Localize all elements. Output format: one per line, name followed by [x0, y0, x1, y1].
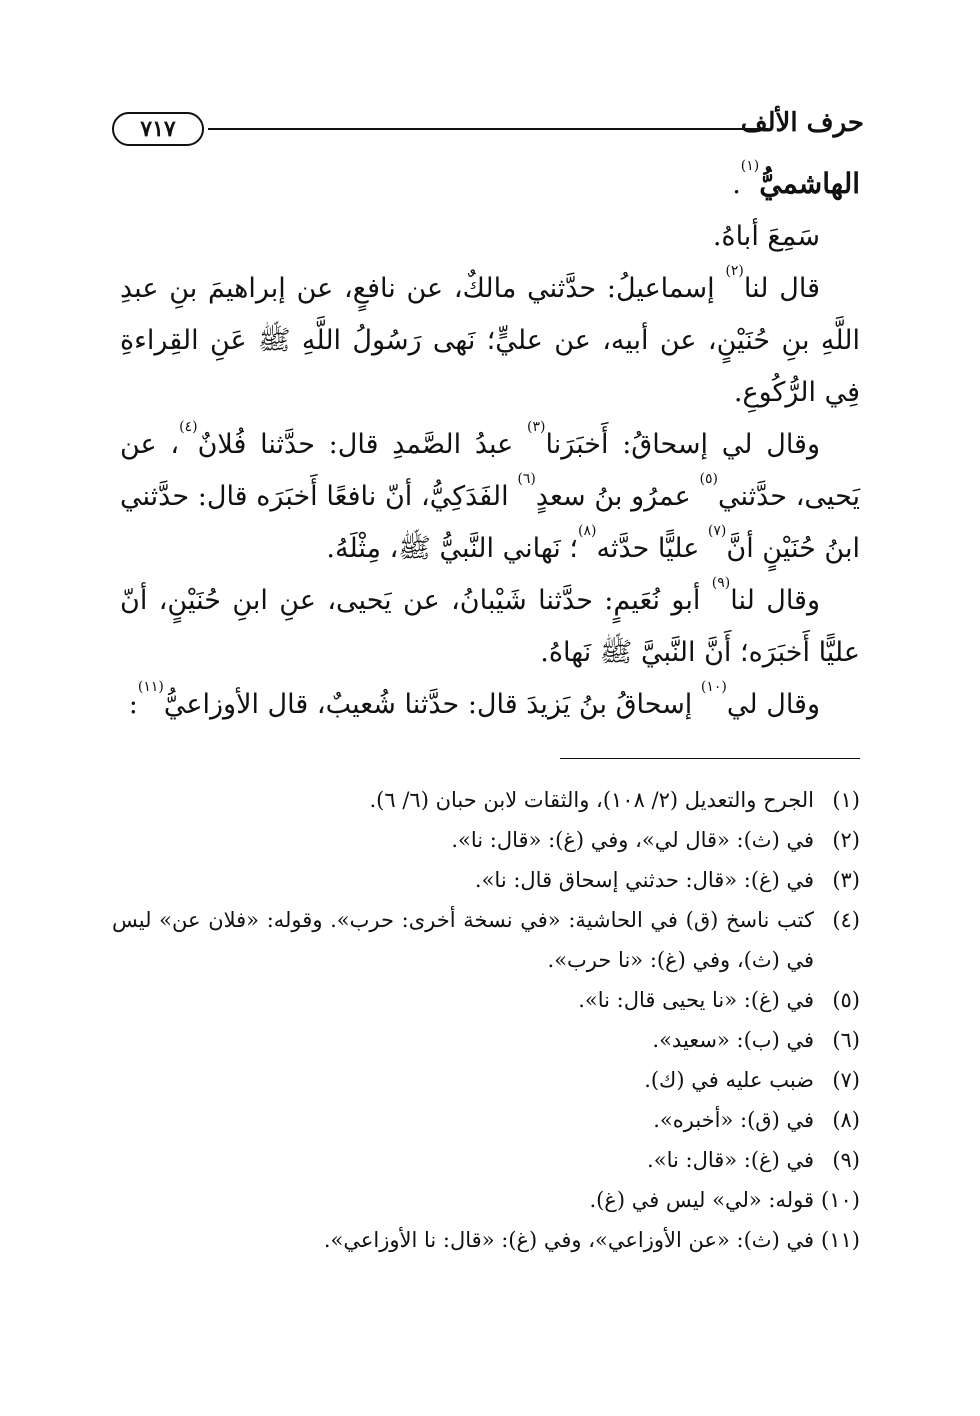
footnote-number: (٧) [832, 1068, 860, 1092]
footnote [112, 820, 860, 860]
footnote-number: (٣) [832, 868, 860, 892]
footnote [112, 900, 860, 980]
footnote-number: (٤) [832, 908, 860, 932]
footnote [112, 1060, 860, 1100]
footnote-ref-6: (٦) [517, 471, 536, 487]
footnote-text: في (ث): «عن الأوزاعي»، وفي (غ): «قال: نا الأوزاعي». [323, 1228, 814, 1252]
entry-heading [120, 158, 860, 211]
footnote-number: (٦) [832, 1028, 860, 1052]
paragraph-2-text-b: إسماعيلُ: حدَّثني مالكٌ، عن نافعٍ، عن إبراهيمَ بنِ عبدِ اللَّهِ بنِ حُنَيْنٍ، عن أبيه، عن عليٍّ؛ نَهى رَسُولُ اللَّهِ ﷺ عَنِ القِراءةِ فِي الرُّكُوعِ. [120, 273, 860, 408]
footnote-text: في (غ): «قال: نا». [647, 1148, 814, 1172]
footnote [112, 1140, 860, 1180]
footnote-number: (٩) [832, 1148, 860, 1172]
chapter-title: حرف الألف [740, 108, 864, 138]
paragraph-4-text-b: أبو نُعَيمٍ: حدَّثنا شَيْبانُ، عن يَحيى، عنِ ابنِ حُنَيْنٍ، أنّ عليًّا أَخبَرَه؛ أَنَّ النَّبيَّ ﷺ نَهاهُ. [120, 585, 860, 668]
paragraph-3-text-a: وقال لي إسحاقُ: أَخبَرَنا [545, 429, 820, 460]
footnote-ref-8: (٨) [578, 523, 597, 539]
paragraph-3-text-c: ، عن يَحيى، حدَّثني [120, 429, 861, 512]
header-rule [208, 128, 768, 130]
footnote-number: (٥) [832, 988, 860, 1012]
paragraph-2-text-a: قال لنا [743, 273, 821, 304]
footnote [112, 1020, 860, 1060]
footnote-separator [560, 758, 860, 759]
footnote-text: كتب ناسخ (ق) في الحاشية: «في نسخة أخرى: حرب». وقوله: «فلان عن» ليس في (ث)، وفي (غ): «نا حرب». [112, 908, 814, 972]
footnote [112, 1180, 860, 1220]
footnote [112, 1220, 860, 1260]
footnote [112, 1100, 860, 1140]
footnote-ref-10: (١٠) [700, 679, 727, 695]
paragraph-1: سَمِعَ أباهُ. [712, 221, 820, 252]
paragraph-4-text-a: وقال لنا [730, 585, 820, 616]
footnote-ref-2: (٢) [725, 263, 744, 279]
footnote [112, 780, 860, 820]
footnote-ref-3: (٣) [527, 419, 546, 435]
footnote [112, 860, 860, 900]
paragraph-5-text-a: وقال لي [726, 689, 820, 720]
footnote-text: ضبب عليه في (ك). [644, 1068, 814, 1092]
footnote-ref-9: (٩) [711, 575, 731, 591]
footnote-number: (٢) [832, 828, 860, 852]
paragraph-3-text-d: عمرُو بنُ سعدٍ [535, 481, 700, 512]
footnote-number: (٨) [832, 1108, 860, 1132]
paragraph-3-text-b: عبدُ الصَّمدِ قال: حدَّثنا فُلانٌ [197, 429, 528, 460]
paragraph-2 [120, 263, 860, 419]
footnote-text: الجرح والتعديل (٢/ ١٠٨)، والثقات لابن حبان (٦/ ٦). [369, 788, 814, 812]
footnote-number: (١١) [821, 1228, 860, 1252]
entry-heading-tail: . [732, 169, 741, 200]
footnote-text: قوله: «لي» ليس في (غ). [589, 1188, 814, 1212]
footnote-number: (١) [832, 788, 860, 812]
footnote-text: في (ب): «سعيد». [652, 1028, 814, 1052]
footnote-ref-1: (١) [740, 158, 760, 174]
paragraph-3-text-f: عليًّا حدَّثه [596, 533, 708, 564]
footnote-text: في (ق): «أخبره». [653, 1108, 814, 1132]
footnotes [112, 780, 860, 1260]
footnote-ref-4: (٤) [179, 419, 198, 435]
footnote-text: في (غ): «قال: حدثني إسحاق قال: نا». [474, 868, 814, 892]
footnote-ref-7: (٧) [707, 523, 727, 539]
footnote-ref-5: (٥) [699, 471, 718, 487]
footnote-number: (١٠) [821, 1188, 860, 1212]
entry-heading-name: الهاشميُّ [759, 167, 860, 200]
footnote-text: في (غ): «نا يحيى قال: نا». [578, 988, 814, 1012]
paragraph-5 [120, 679, 860, 731]
page-header [112, 108, 864, 152]
footnote [112, 980, 860, 1020]
page-number: ٧١٧ [112, 112, 204, 146]
main-text [120, 158, 860, 731]
paragraph-4 [120, 575, 860, 679]
paragraph-5-text-b: إسحاقُ بنُ يَزيدَ قال: حدَّثنا شُعيبٌ، قال الأوزاعيُّ [163, 689, 701, 720]
paragraph-3-text-g: ؛ نَهاني النَّبيُّ ﷺ، مِثْلَهُ. [326, 533, 578, 564]
paragraph-3-text-e: الفَدَكِيُّ، أنّ نافعًا أَخبَرَه قال: حدَّثني ابنُ حُنَيْنٍ أنَّ [120, 481, 860, 564]
footnote-ref-11: (١١) [137, 679, 164, 695]
paragraph-5-text-c: : [128, 689, 138, 720]
paragraph-3 [120, 419, 860, 575]
footnote-text: في (ث): «قال لي»، وفي (غ): «قال: نا». [451, 828, 814, 852]
